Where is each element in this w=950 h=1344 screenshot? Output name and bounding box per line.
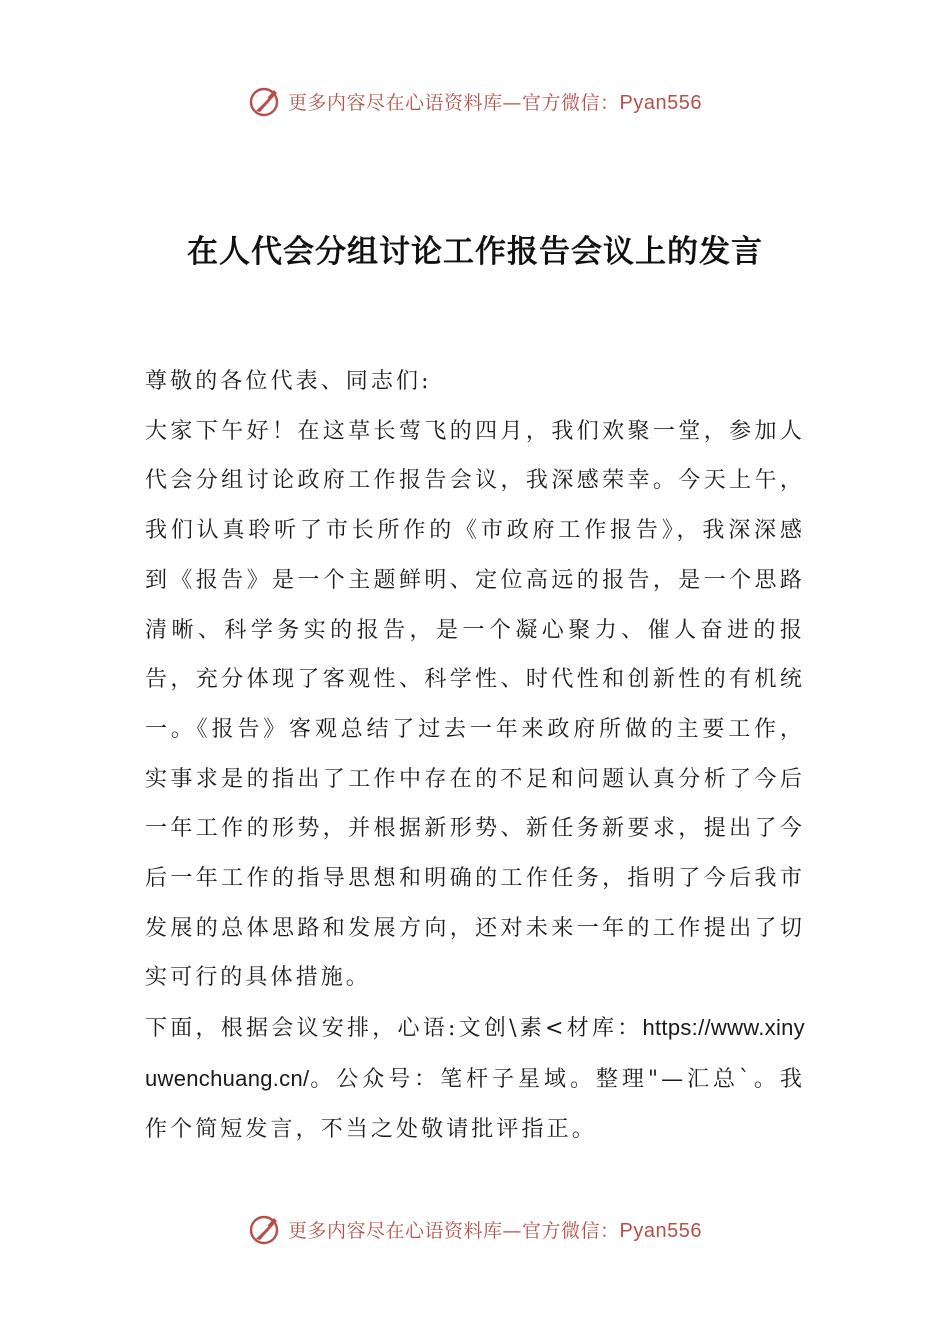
watermark-dash: —: [502, 91, 523, 114]
quill-logo-icon: [248, 1212, 282, 1246]
paragraph-1: 大家下午好！在这草长莺飞的四月，我们欢聚一堂，参加人代会分组讨论政府工作报告会议，我深感荣幸。今天上午，我们认真聆听了市长所作的《市政府工作报告》，我深深感到《报告》是一个主题鲜明、定位高远的报告，是一个思路清晰、科学务实的报告，是一个凝心聚力、催人奋进的报告，充分体现了客观性、科学性、时代性和创新性的有机统一。《报告》客观总结了过去一年来政府所做的主要工作，实事求是的指出了工作中存在的不足和问题认真分析了今后一年工作的形势，并根据新形势、新任务新要求，提出了今后一年工作的指导思想和明确的工作任务，指明了今后我市发展的总体思路和发展方向，还对未来一年的工作提出了切实可行的具体措施。: [145, 418, 805, 991]
document-body: [145, 357, 805, 1154]
watermark-label: 官方微信：: [522, 91, 620, 114]
watermark-footer: [0, 1212, 950, 1246]
watermark-header: [0, 84, 950, 118]
salutation: 尊敬的各位代表、同志们:: [145, 369, 432, 394]
watermark-label: 官方微信：: [522, 1219, 620, 1242]
watermark-account: Pyan556: [619, 1219, 702, 1242]
watermark-brand: 更多内容尽在心语资料库: [288, 91, 503, 114]
paragraph-2-intro: 下面，根据会议安排，心语:文创\素<材库：: [145, 1016, 643, 1042]
watermark-brand: 更多内容尽在心语资料库: [288, 1219, 503, 1242]
watermark-text: [288, 88, 702, 115]
watermark-text: [288, 1216, 702, 1243]
website-url: https://www.xinyuwenchuang.cn/: [145, 1015, 805, 1091]
paragraph-2-rest: 。公众号：笔杆子星域。整理"—汇总`。我作个简短发言，不当之处敬请批评指正。: [145, 1066, 805, 1142]
document-title: 在人代会分组讨论工作报告会议上的发言: [187, 234, 763, 270]
watermark-account: Pyan556: [619, 91, 702, 114]
quill-logo-icon: [248, 84, 282, 118]
paragraph-2: [145, 1003, 805, 1154]
watermark-dash: —: [502, 1219, 523, 1242]
